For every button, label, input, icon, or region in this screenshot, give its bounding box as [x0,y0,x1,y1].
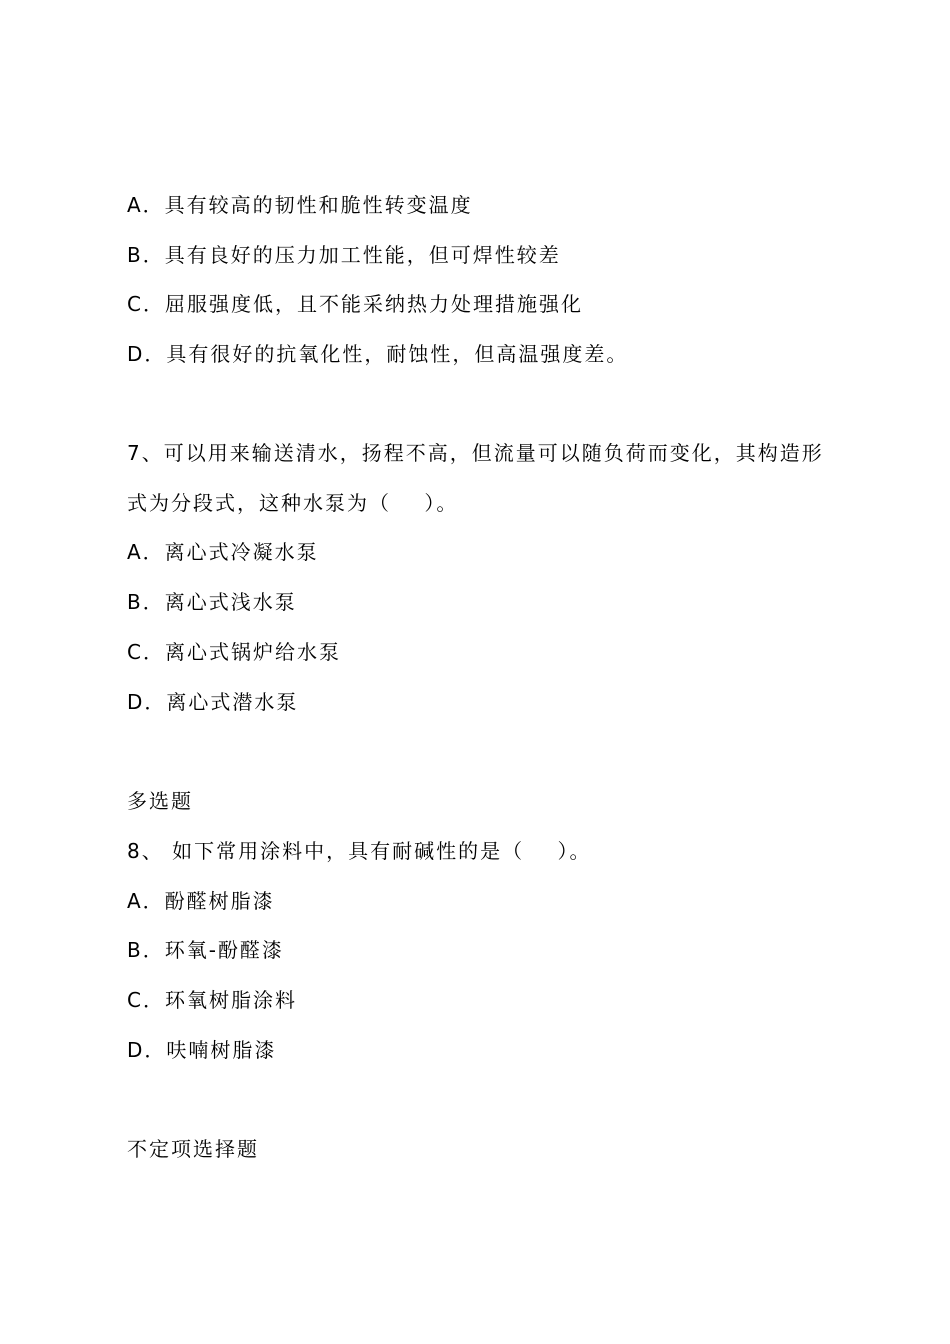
section-heading-indefinite-choice: 不定项选择题 [127,1137,259,1161]
section-heading-multi-choice: 多选题 [127,789,193,813]
q7-option-b: B．离心式浅水泵 [127,590,297,614]
q7-stem-line-2: 式为分段式，这种水泵为（ ）。 [127,491,459,515]
q7-option-a: A．离心式冷凝水泵 [127,540,319,564]
q8-option-a: A．酚醛树脂漆 [127,889,275,913]
q6-option-d: D．具有很好的抗氧化性，耐蚀性，但高温强度差。 [127,342,629,366]
q8-option-d: D．呋喃树脂漆 [127,1038,277,1062]
q6-option-a: A．具有较高的韧性和脆性转变温度 [127,193,473,217]
q7-stem-line-1: 7、可以用来输送清水，扬程不高，但流量可以随负荷而变化，其构造形 [127,441,824,465]
q6-option-c: C．屈服强度低，且不能采纳热力处理措施强化 [127,292,583,316]
q8-option-c: C．环氧树脂涂料 [127,988,297,1012]
q8-option-b: B．环氧-酚醛漆 [127,938,284,962]
q8-stem: 8、 如下常用涂料中，具有耐碱性的是（ ）。 [127,839,592,863]
q7-option-c: C．离心式锅炉给水泵 [127,640,341,664]
q7-option-d: D．离心式潜水泵 [127,690,299,714]
q6-option-b: B．具有良好的压力加工性能，但可焊性较差 [127,243,561,267]
